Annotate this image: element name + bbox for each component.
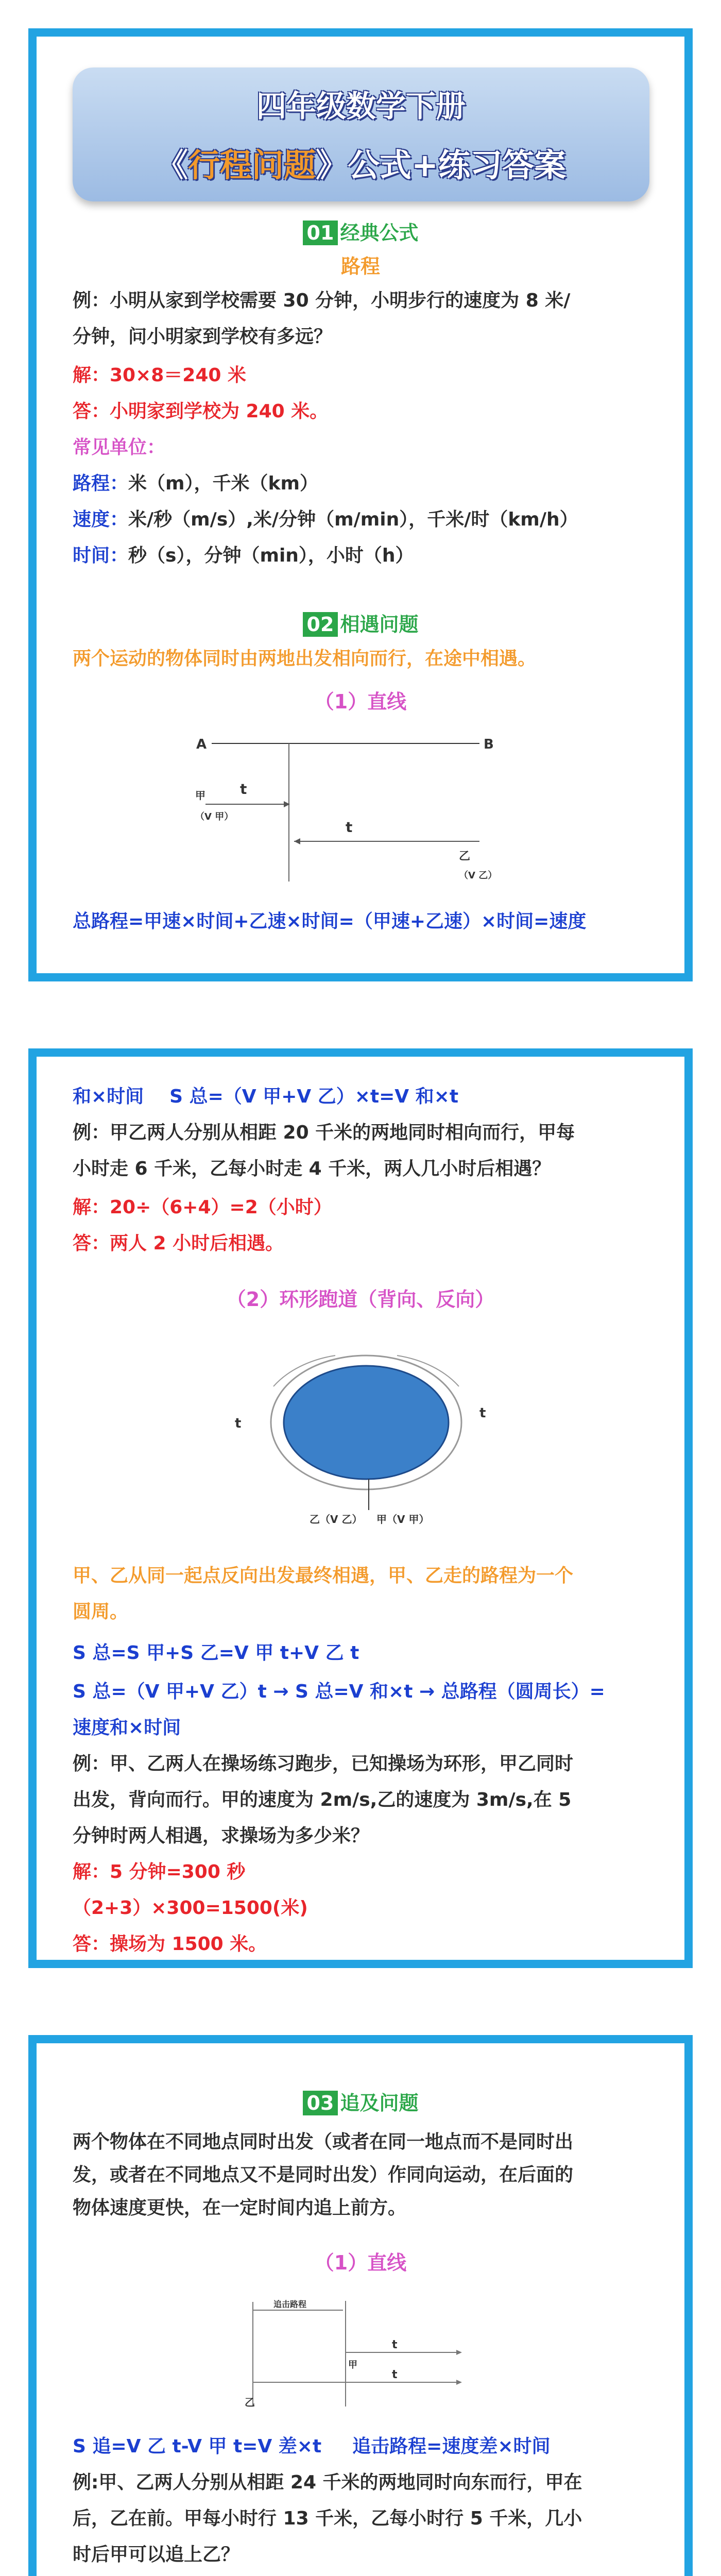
ring-desc-line1: 甲、乙从同一起点反向出发最终相遇，甲、乙走的路程为一个 xyxy=(73,1565,574,1586)
card-chase xyxy=(28,2035,693,2576)
unit-speed: 速度：米/秒（m/s）,米/分钟（m/min），千米/时（km/h） xyxy=(73,509,578,530)
answer-3: 答：操场为 1500 米。 xyxy=(73,1934,267,1955)
answer-2: 答：两人 2 小时后相遇。 xyxy=(73,1233,284,1254)
subheading-distance: 路程 xyxy=(340,255,380,278)
ring-opposite-diagram xyxy=(232,1325,500,1531)
example-2-line2: 小时走 6 千米，乙每小时走 4 千米，两人几小时后相遇？ xyxy=(73,1158,551,1179)
chase-jia-label: 甲 xyxy=(348,2360,357,2370)
point-a-label: A xyxy=(196,737,207,752)
answer-1: 答：小明家到学校为 240 米。 xyxy=(73,401,329,422)
example-3-line3: 分钟时两人相遇，求操场为多少米？ xyxy=(73,1825,370,1846)
ring-formula-3: 速度和×时间 xyxy=(73,1717,181,1738)
point-b-label: B xyxy=(484,737,494,752)
solution-2: 解：20÷（6+4）=2（小时） xyxy=(73,1197,332,1218)
solution-3-line2: （2+3）×300=1500(米) xyxy=(73,1897,308,1919)
title-line2: 《行程问题》公式+练习答案 xyxy=(156,146,566,184)
unit-time: 时间：秒（s），分钟（min），小时（h） xyxy=(73,545,414,566)
example-4-line2: 后，乙在前。甲每小时行 13 千米，乙每小时行 5 千米，几小 xyxy=(73,2508,582,2529)
title-banner xyxy=(73,67,649,201)
ring-jia-label: 甲（V 甲） xyxy=(376,1513,430,1526)
units-title: 常见单位： xyxy=(73,437,166,458)
ring-formula-2: S 总=（V 甲+V 乙）t → S 总=V 和×t → 总路程（圆周长）= xyxy=(73,1681,605,1702)
card-meeting xyxy=(28,1048,693,1968)
section-number: 03 xyxy=(303,2091,338,2115)
chase-time-1: t xyxy=(392,2338,398,2351)
chase-formula-1: S 追=V 乙 t-V 甲 t=V 差×t 追击路程=速度差×时间 xyxy=(73,2436,551,2457)
subheading-chase-straight: （1）直线 xyxy=(314,2251,407,2274)
example-1-line2: 分钟，问小明家到学校有多远？ xyxy=(73,326,333,347)
example-2-line1: 例：甲乙两人分别从相距 20 千米的两地同时相向而行，甲每 xyxy=(73,1122,575,1143)
jia-speed-label: （V 甲） xyxy=(195,811,234,822)
yi-label: 乙 xyxy=(459,850,471,863)
ring-desc-line2: 圆周。 xyxy=(73,1601,129,1622)
chase-line-diagram xyxy=(237,2291,474,2409)
title-line1: 四年级数学下册 xyxy=(256,89,466,124)
time-label-2: t xyxy=(346,819,353,836)
solution-3-line1: 解：5 分钟=300 秒 xyxy=(73,1861,246,1883)
section-03-heading: 03 追及问题 xyxy=(37,2087,684,2115)
meeting-formula-line2: 和×时间 S 总=（V 甲+V 乙）×t=V 和×t xyxy=(73,1086,459,1107)
chase-distance-label: 追击路程 xyxy=(273,2299,307,2309)
chase-yi-label: 乙 xyxy=(245,2396,255,2409)
example-3-line1: 例：甲、乙两人在操场练习跑步，已知操场为环形，甲乙同时 xyxy=(73,1753,574,1774)
unit-distance: 路程：米（m），千米（km） xyxy=(73,473,318,494)
section-02-heading: 02 相遇问题 xyxy=(37,608,684,637)
section-number: 02 xyxy=(303,612,338,637)
chase-description: 两个物体在不同地点同时出发（或者在同一地点而不是同时出 发，或者在不同地点又不是同时出发）作同向运动，在后面的 物体速度更快，在一定时间内追上前方。 xyxy=(73,2131,574,2218)
subheading-ring-opposite: （2）环形跑道（背向、反向） xyxy=(226,1288,495,1311)
example-3-line2: 出发，背向而行。甲的速度为 2m/s,乙的速度为 3m/s,在 5 xyxy=(73,1789,572,1810)
title-highlight: 行程问题 xyxy=(188,146,316,184)
example-4-line1: 例:甲、乙两人分别从相距 24 千米的两地同时向东而行，甲在 xyxy=(73,2472,582,2493)
time-label-1: t xyxy=(240,781,247,798)
example-4-line3: 时后甲可以追上乙？ xyxy=(73,2544,240,2565)
ring-time-right: t xyxy=(479,1405,486,1421)
section-number: 01 xyxy=(303,221,338,245)
subheading-straight: （1）直线 xyxy=(314,690,407,713)
yi-speed-label: （V 乙） xyxy=(459,870,497,881)
ring-yi-label: 乙（V 乙） xyxy=(310,1513,363,1526)
meeting-description: 两个运动的物体同时由两地出发相向而行，在途中相遇。 xyxy=(73,648,537,669)
meeting-line-diagram xyxy=(191,722,531,887)
ring-time-left: t xyxy=(235,1416,242,1431)
card-formulas xyxy=(28,28,693,981)
meeting-formula-line1: 总路程=甲速×时间+乙速×时间=（甲速+乙速）×时间=速度 xyxy=(73,911,587,932)
jia-label: 甲 xyxy=(195,789,205,802)
ring-formula-1: S 总=S 甲+S 乙=V 甲 t+V 乙 t xyxy=(73,1642,359,1664)
chase-time-2: t xyxy=(392,2368,398,2381)
example-1-line1: 例：小明从家到学校需要 30 分钟，小明步行的速度为 8 米/ xyxy=(73,290,571,311)
solution-1: 解：30×8＝240 米 xyxy=(73,365,246,386)
section-01-heading: 01 经典公式 xyxy=(37,217,684,245)
